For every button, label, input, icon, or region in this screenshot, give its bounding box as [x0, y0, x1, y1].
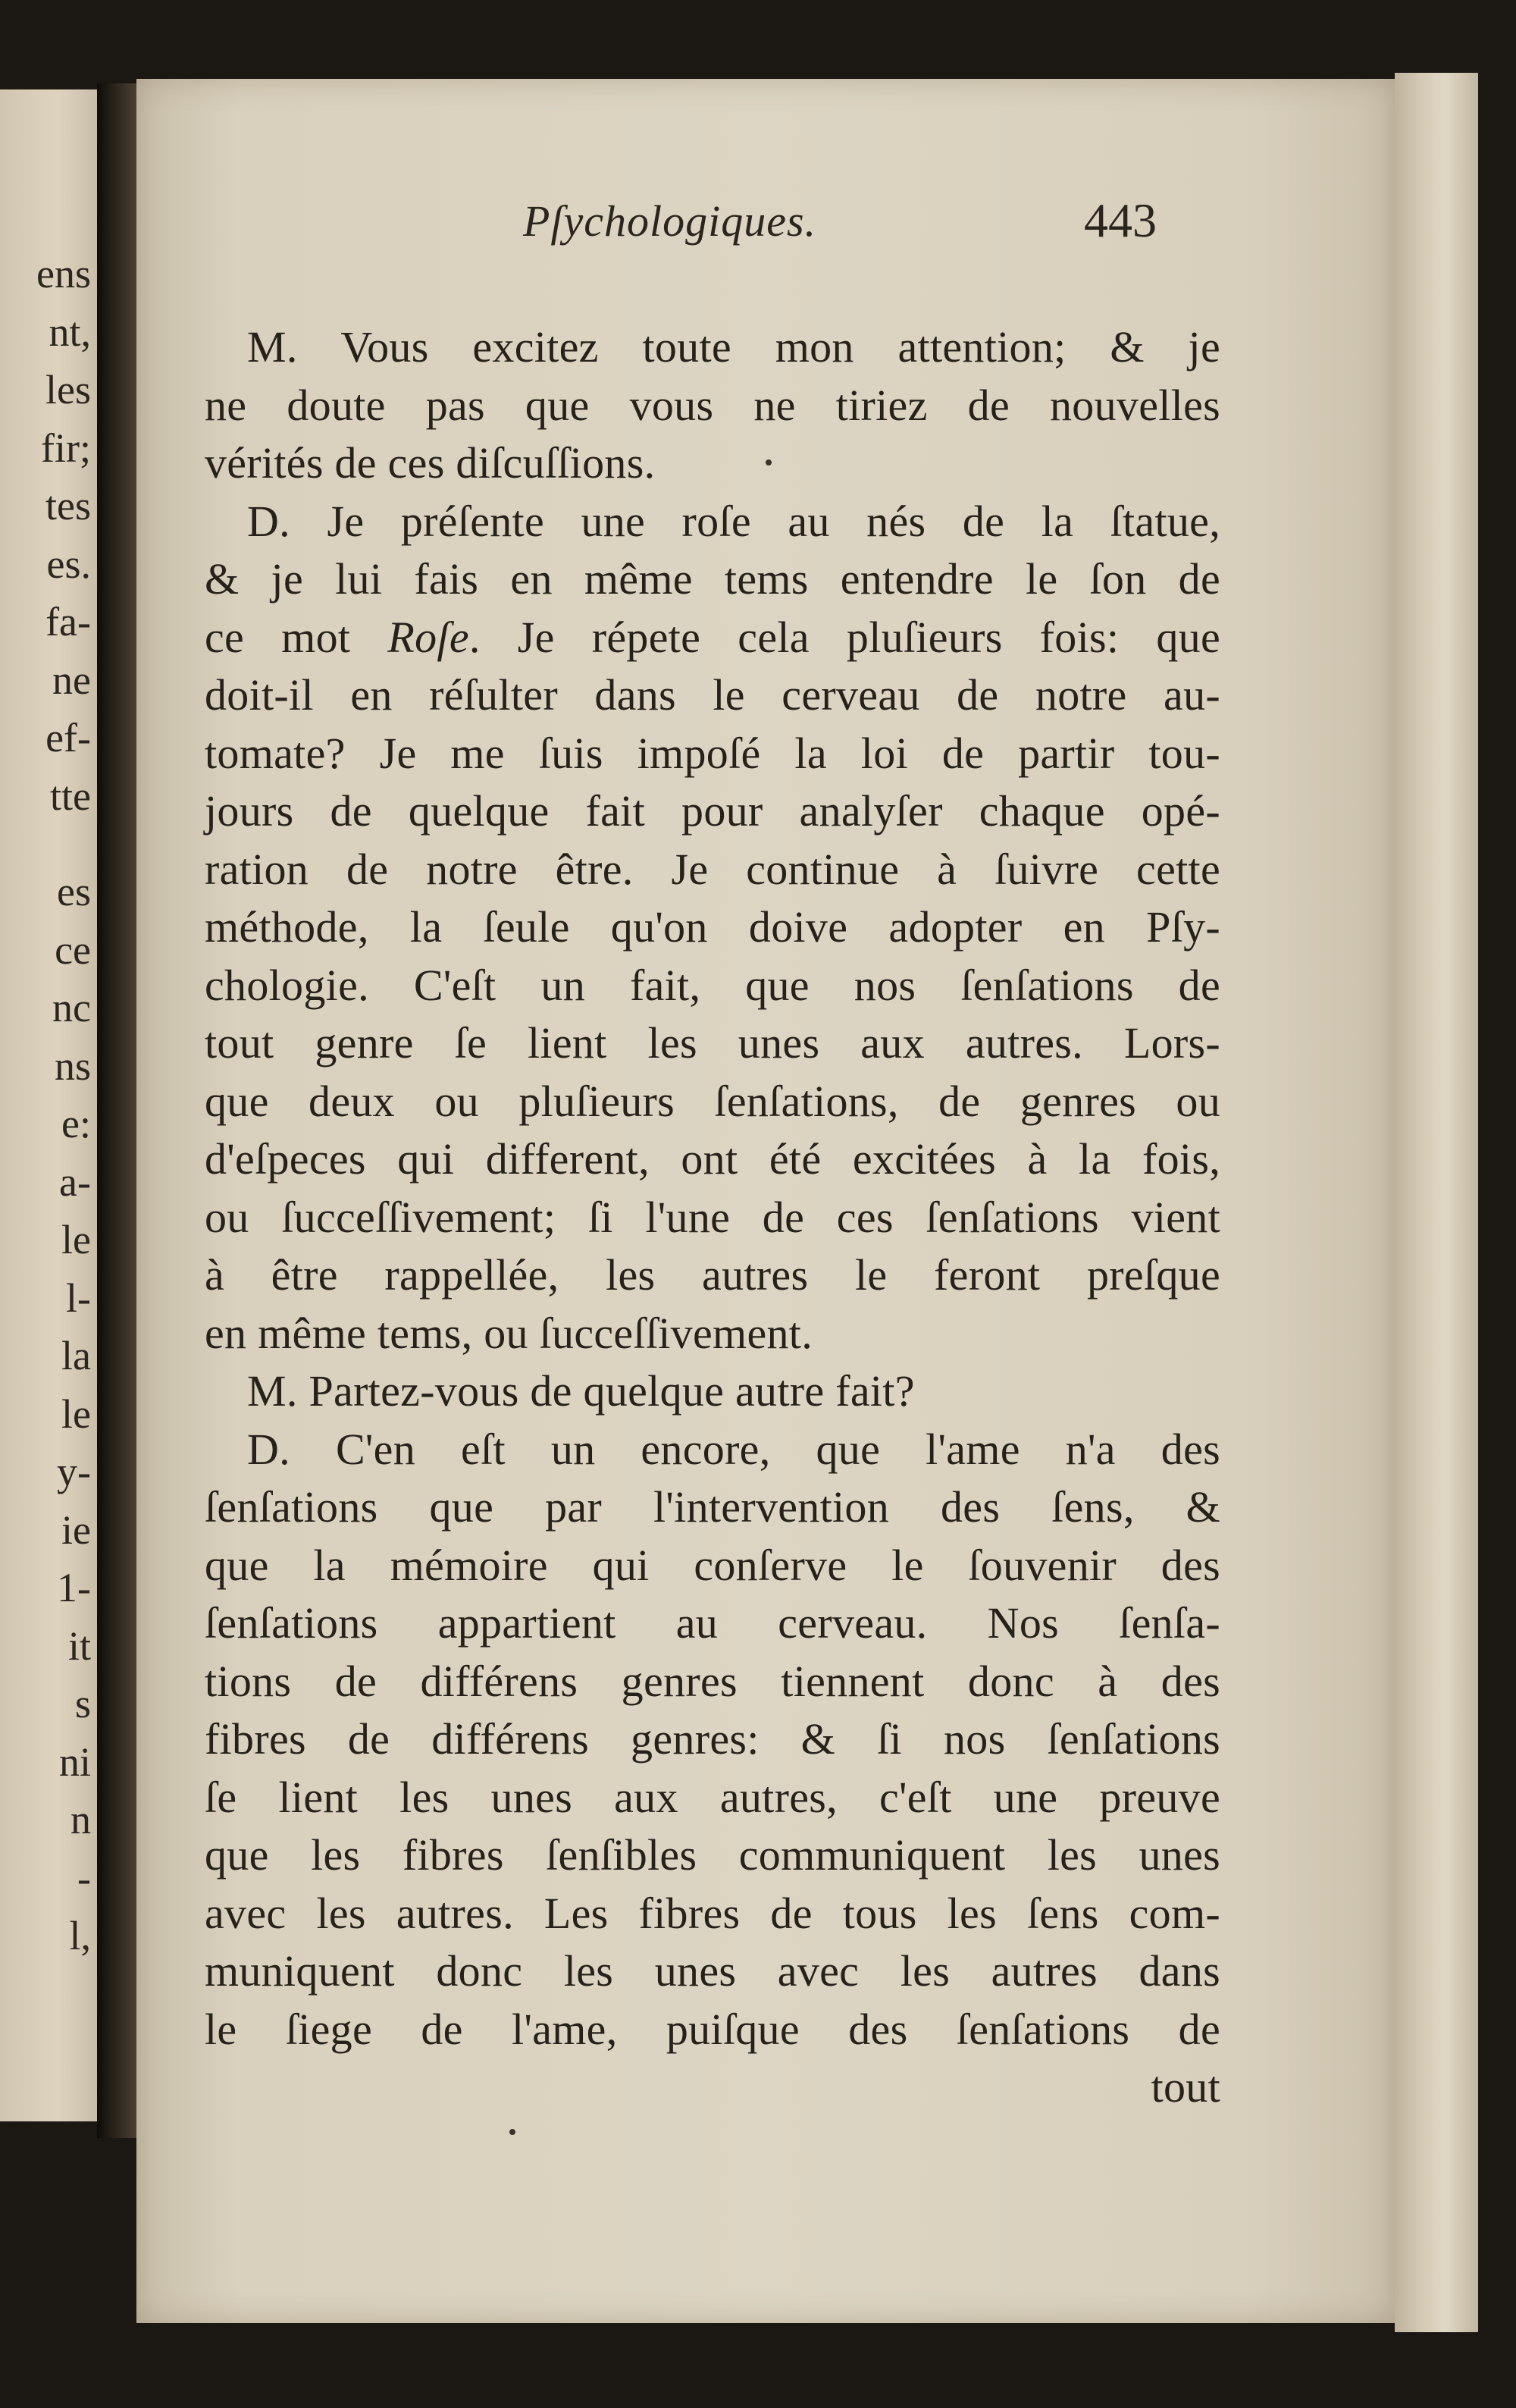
- left-page-fragment: e:: [61, 1101, 91, 1146]
- text-line: que les fibres ſenſibles communiquent les unes: [205, 1830, 1220, 1880]
- left-page-fragment: es.: [46, 541, 91, 587]
- text-line: doit-il en réſulter dans le cerveau de notre au-: [205, 670, 1220, 720]
- text-line: D. Je préſente une roſe au nés de la ſtatue,: [247, 496, 1220, 546]
- text-line: M. Partez-vous de quelque autre fait?: [247, 1366, 915, 1416]
- text-line: ſenſations que par l'intervention des ſens, &: [205, 1482, 1220, 1532]
- text-line: ne doute pas que vous ne tiriez de nouvelles: [205, 380, 1220, 430]
- left-page-fragment: ns: [54, 1043, 91, 1089]
- text-line: que deux ou pluſieurs ſenſations, de genres ou: [205, 1076, 1220, 1126]
- left-page-fragment: le: [61, 1217, 91, 1262]
- text-line: chologie. C'eſt un fait, que nos ſenſations de: [205, 960, 1220, 1010]
- text-line: ou ſucceſſivement; ſi l'une de ces ſenſations vient: [205, 1192, 1220, 1242]
- left-page-fragment: le: [61, 1391, 91, 1437]
- left-page-fragment: nc: [52, 985, 91, 1030]
- left-page-fragment: l,: [69, 1913, 91, 1958]
- left-page-fragment: ie: [61, 1507, 91, 1553]
- text-line: ce mot Roſe. Je répete cela pluſieurs fois: que: [205, 612, 1220, 662]
- left-page-fragment: es: [57, 869, 91, 914]
- text-line: & je lui fais en même tems entendre le ſon de: [205, 554, 1220, 604]
- page-edges: [1395, 73, 1478, 2332]
- text-line: tomate? Je me ſuis impoſé la loi de partir tou-: [205, 728, 1220, 778]
- body-text: [205, 318, 1220, 2117]
- left-page-fragment: y-: [57, 1449, 91, 1494]
- text-line: d'eſpeces qui different, ont été excitées à la fois,: [205, 1134, 1220, 1184]
- left-page-fragment: tte: [50, 773, 91, 819]
- text-line: le ſiege de l'ame, puiſque des ſenſations de: [205, 2004, 1220, 2054]
- left-page-fragment: s: [74, 1681, 91, 1726]
- left-page-fragment: les: [45, 367, 91, 412]
- left-page-fragment: ne: [52, 657, 91, 703]
- text-line: ſenſations appartient au cerveau. Nos ſenſa-: [205, 1598, 1220, 1648]
- italic-word: Roſe: [387, 612, 469, 662]
- left-page-fragment: -: [77, 1855, 91, 1901]
- text-line: tions de différens genres tiennent donc à des: [205, 1656, 1220, 1706]
- left-page-fragment: tes: [45, 483, 91, 528]
- left-page-fragment: nt,: [49, 309, 91, 355]
- running-head: [136, 193, 1395, 264]
- left-page-fragment: a-: [59, 1159, 91, 1205]
- left-page-fragment: ens: [36, 251, 91, 296]
- left-page-fragment: ni: [58, 1739, 91, 1785]
- text-line: fibres de différens genres: & ſi nos ſenſations: [205, 1714, 1220, 1764]
- text-line: ſe lient les unes aux autres, c'eſt une preuve: [205, 1772, 1220, 1822]
- ink-speck: [766, 459, 772, 466]
- text-line: muniquent donc les unes avec les autres dans: [205, 1946, 1220, 1996]
- text-line: méthode, la ſeule qu'on doive adopter en Pſy-: [205, 902, 1220, 952]
- book-gutter: [97, 83, 136, 2138]
- page-number: 443: [1084, 193, 1157, 247]
- left-page-fragment: n: [70, 1797, 91, 1842]
- ink-speck: [509, 2129, 515, 2135]
- text-line: tout genre ſe lient les unes aux autres. Lors-: [205, 1018, 1220, 1068]
- previous-page-fragment: [0, 89, 97, 2121]
- left-page-fragment: fa-: [45, 599, 91, 644]
- text-line: vérités de ces diſcuſſions.: [205, 438, 656, 488]
- text-line: jours de quelque fait pour analyſer chaque opé-: [205, 786, 1220, 836]
- catchword: tout: [1151, 2062, 1220, 2112]
- running-title: Pſychologiques.: [523, 196, 817, 246]
- text-line: M. Vous excitez toute mon attention; & je: [247, 322, 1220, 372]
- left-page-fragment: la: [61, 1333, 91, 1378]
- text-line: ration de notre être. Je continue à ſuivre cette: [205, 844, 1220, 894]
- text-line: avec les autres. Les fibres de tous les ſens com-: [205, 1888, 1220, 1938]
- left-page-fragment: l-: [66, 1275, 91, 1321]
- text-line: en même tems, ou ſucceſſivement.: [205, 1308, 813, 1358]
- text-line: D. C'en eſt un encore, que l'ame n'a des: [247, 1424, 1220, 1474]
- text-line: à être rappellée, les autres le feront preſque: [205, 1250, 1220, 1300]
- left-page-fragment: it: [67, 1623, 91, 1669]
- left-page-fragment: 1-: [57, 1565, 91, 1610]
- left-page-fragment: fir;: [41, 425, 91, 471]
- left-page-fragment: ce: [55, 927, 91, 973]
- text-line: que la mémoire qui conſerve le ſouvenir des: [205, 1540, 1220, 1590]
- left-page-fragment: ef-: [45, 715, 91, 760]
